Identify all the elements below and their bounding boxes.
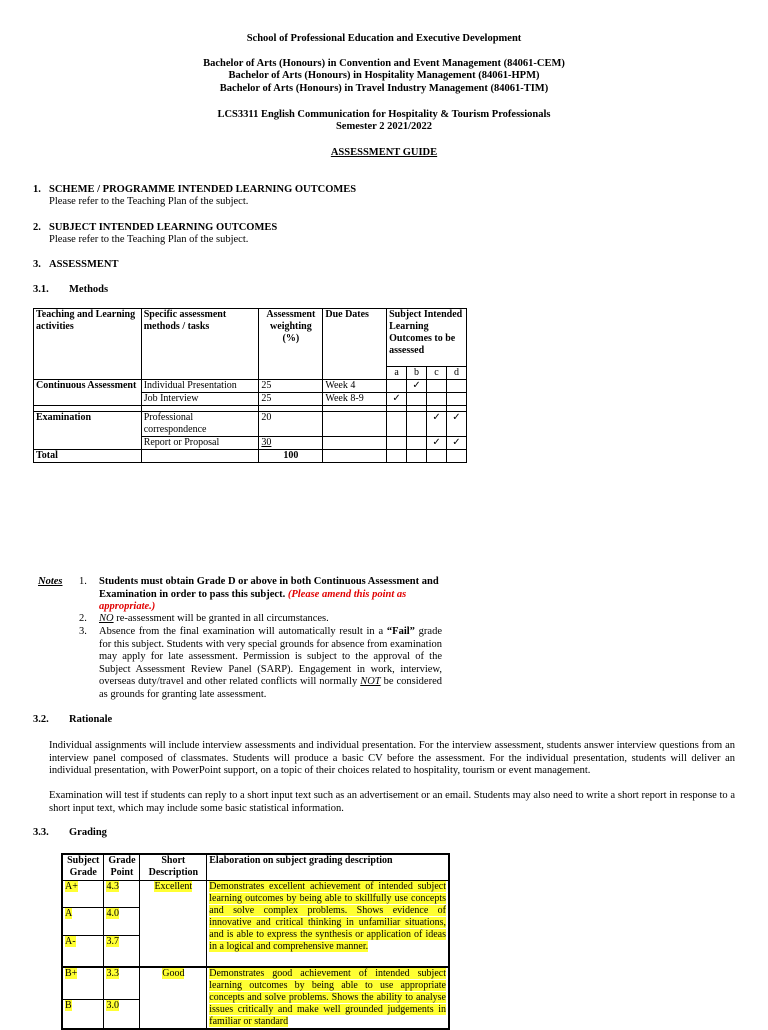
method-report-proposal: Report or Proposal: [141, 437, 259, 450]
section-2-title: SUBJECT INTENDED LEARNING OUTCOMES: [49, 222, 278, 233]
point-a-plus: 4.3: [106, 880, 119, 892]
examination-label: Examination: [34, 412, 142, 450]
weight-individual-presentation: 25: [259, 380, 323, 393]
header-c: c: [427, 367, 447, 380]
section-1-text: Please refer to the Teaching Plan of the subject.: [49, 196, 249, 207]
note-2-no: NO: [99, 613, 114, 624]
grade-a-minus: A-: [65, 935, 76, 947]
elab-good: Demonstrates good achievement of intended subject learning outcomes by being able to use appropriate concepts and solve problems. Shows the ability to analyse issues critically and make well grounded judgements in familiar or standard: [209, 968, 446, 1027]
section-3-3-title: Grading: [69, 827, 107, 838]
guide-title: ASSESSMENT GUIDE: [330, 147, 438, 158]
point-b-plus: 3.3: [106, 968, 119, 979]
due-individual-presentation: Week 4: [323, 380, 387, 393]
section-2-text: Please refer to the Teaching Plan of the subject.: [49, 234, 249, 245]
note-1-number: 1.: [79, 576, 87, 587]
section-3-1-title: Methods: [69, 284, 109, 295]
section-3-number: 3.: [33, 259, 41, 270]
tick-icon: ✓: [407, 380, 427, 393]
section-3-3-number: 3.3.: [33, 827, 49, 838]
method-individual-presentation: Individual Presentation: [141, 380, 259, 393]
grade-a: A: [65, 907, 73, 919]
programme-cem: Bachelor of Arts (Honours) in Convention and Event Management (84061-CEM): [203, 58, 565, 69]
header-a: a: [387, 367, 407, 380]
note-2: [99, 613, 442, 626]
grade-b-plus: B+: [65, 968, 78, 979]
weight-job-interview: 25: [259, 393, 323, 406]
header-grade-point: Grade Point: [104, 854, 140, 880]
subject-title: LCS3311 English Communication for Hospitality & Tourism Professionals: [217, 109, 551, 120]
weight-report-proposal: 30: [259, 437, 323, 450]
tick-icon: ✓: [427, 412, 447, 437]
school-name: School of Professional Education and Executive Development: [246, 33, 522, 44]
note-3-not: NOT: [360, 676, 381, 687]
note-3: [99, 626, 442, 701]
tick-icon: ✓: [427, 437, 447, 450]
point-b: 3.0: [106, 999, 119, 1011]
section-3-1-number: 3.1.: [33, 284, 49, 295]
total-label: Total: [34, 450, 142, 463]
programme-hpm: Bachelor of Arts (Honours) in Hospitality Management (84061-HPM): [228, 70, 540, 81]
due-job-interview: Week 8-9: [323, 393, 387, 406]
note-1: [99, 576, 442, 614]
elab-excellent: Demonstrates excellent achievement of intended subject learning outcomes by being able to skillfully use concepts and solve complex problems. Shows evidence of innovative and critical thinking in unfamiliar situations, and is able to express the synthesis or application of ideas in a logical and comprehensive manner.: [209, 880, 446, 952]
header-elaboration: Elaboration on subject grading description: [207, 854, 449, 880]
point-a: 4.0: [106, 907, 119, 919]
continuous-assessment-label: Continuous Assessment: [34, 380, 142, 406]
methods-table: [33, 308, 467, 463]
section-3-2-number: 3.2.: [33, 714, 49, 725]
total-value: 100: [259, 450, 323, 463]
method-job-interview: Job Interview: [141, 393, 259, 406]
rationale-paragraph-1: Individual assignments will include interview assessments and individual presentation. For the interview assessment, students answer interview questions from an interview panel composed of classmates. Students will produce a basic CV before the assessment. For the individual presentation, students will deliver an individual presentation, with PowerPoint support, on a topic of their choices related to hospitality, tourism or event management.: [49, 740, 735, 776]
section-2-number: 2.: [33, 222, 41, 233]
weight-professional-correspondence: 20: [259, 412, 323, 437]
note-3-text-c: be considered as grounds for granting late assessment.: [99, 676, 442, 700]
header-methods: Specific assessment methods / tasks: [141, 309, 259, 380]
header-d: d: [446, 367, 466, 380]
section-1-title: SCHEME / PROGRAMME INTENDED LEARNING OUTCOMES: [49, 184, 357, 195]
notes-label: Notes: [38, 576, 63, 587]
grading-table: [61, 853, 450, 1030]
semester: Semester 2 2021/2022: [335, 121, 433, 132]
note-3-number: 3.: [79, 626, 87, 637]
rationale-paragraph-2: Examination will test if students can reply to a short input text such as an advertisement or an email. Students may also need to write a short report in response to a short input text, which may include some basic statistical information.: [49, 790, 735, 814]
header-activities: Teaching and Learning activities: [34, 309, 142, 380]
section-3-2-title: Rationale: [69, 714, 113, 725]
grade-b: B: [65, 999, 72, 1011]
note-3-text-a: Absence from the final examination will automatically result in a: [99, 626, 387, 637]
desc-good: Good: [162, 968, 185, 979]
section-3-title: ASSESSMENT: [49, 259, 119, 270]
desc-excellent: Excellent: [154, 880, 193, 892]
tick-icon: ✓: [446, 437, 466, 450]
header-short-description: Short Description: [140, 854, 207, 880]
header-b: b: [407, 367, 427, 380]
note-3-text-b: grade for this subject. Students with very special grounds for absence from examination may apply for late assessment. Permission is subject to the approval of the Subject Assessment Review Panel (SARP). Engagement in work, interview, overseas duty/travel and other related conflicts will normally: [99, 626, 442, 687]
method-professional-correspondence: Professional correspondence: [141, 412, 259, 437]
note-1-amend: (Please amend this point as appropriate.): [99, 588, 407, 612]
note-2-number: 2.: [79, 613, 87, 624]
header-due: Due Dates: [323, 309, 387, 380]
note-1-text: Students must obtain Grade D or above in both Continuous Assessment and Examination in order to pass this subject.: [99, 576, 439, 600]
point-a-minus: 3.7: [106, 935, 119, 947]
programme-tim: Bachelor of Arts (Honours) in Travel Industry Management (84061-TIM): [219, 83, 549, 94]
note-2-text: re-assessment will be granted in all circumstances.: [113, 613, 329, 624]
header-silo: Subject Intended Learning Outcomes to be assessed: [387, 309, 467, 367]
section-1-number: 1.: [33, 184, 41, 195]
tick-icon: ✓: [387, 393, 407, 406]
header-subject-grade: Subject Grade: [62, 854, 104, 880]
note-3-fail: “Fail”: [386, 626, 415, 637]
tick-icon: ✓: [446, 412, 466, 437]
grade-a-plus: A+: [65, 880, 78, 892]
header-weighting: Assessment weighting (%): [259, 309, 323, 380]
